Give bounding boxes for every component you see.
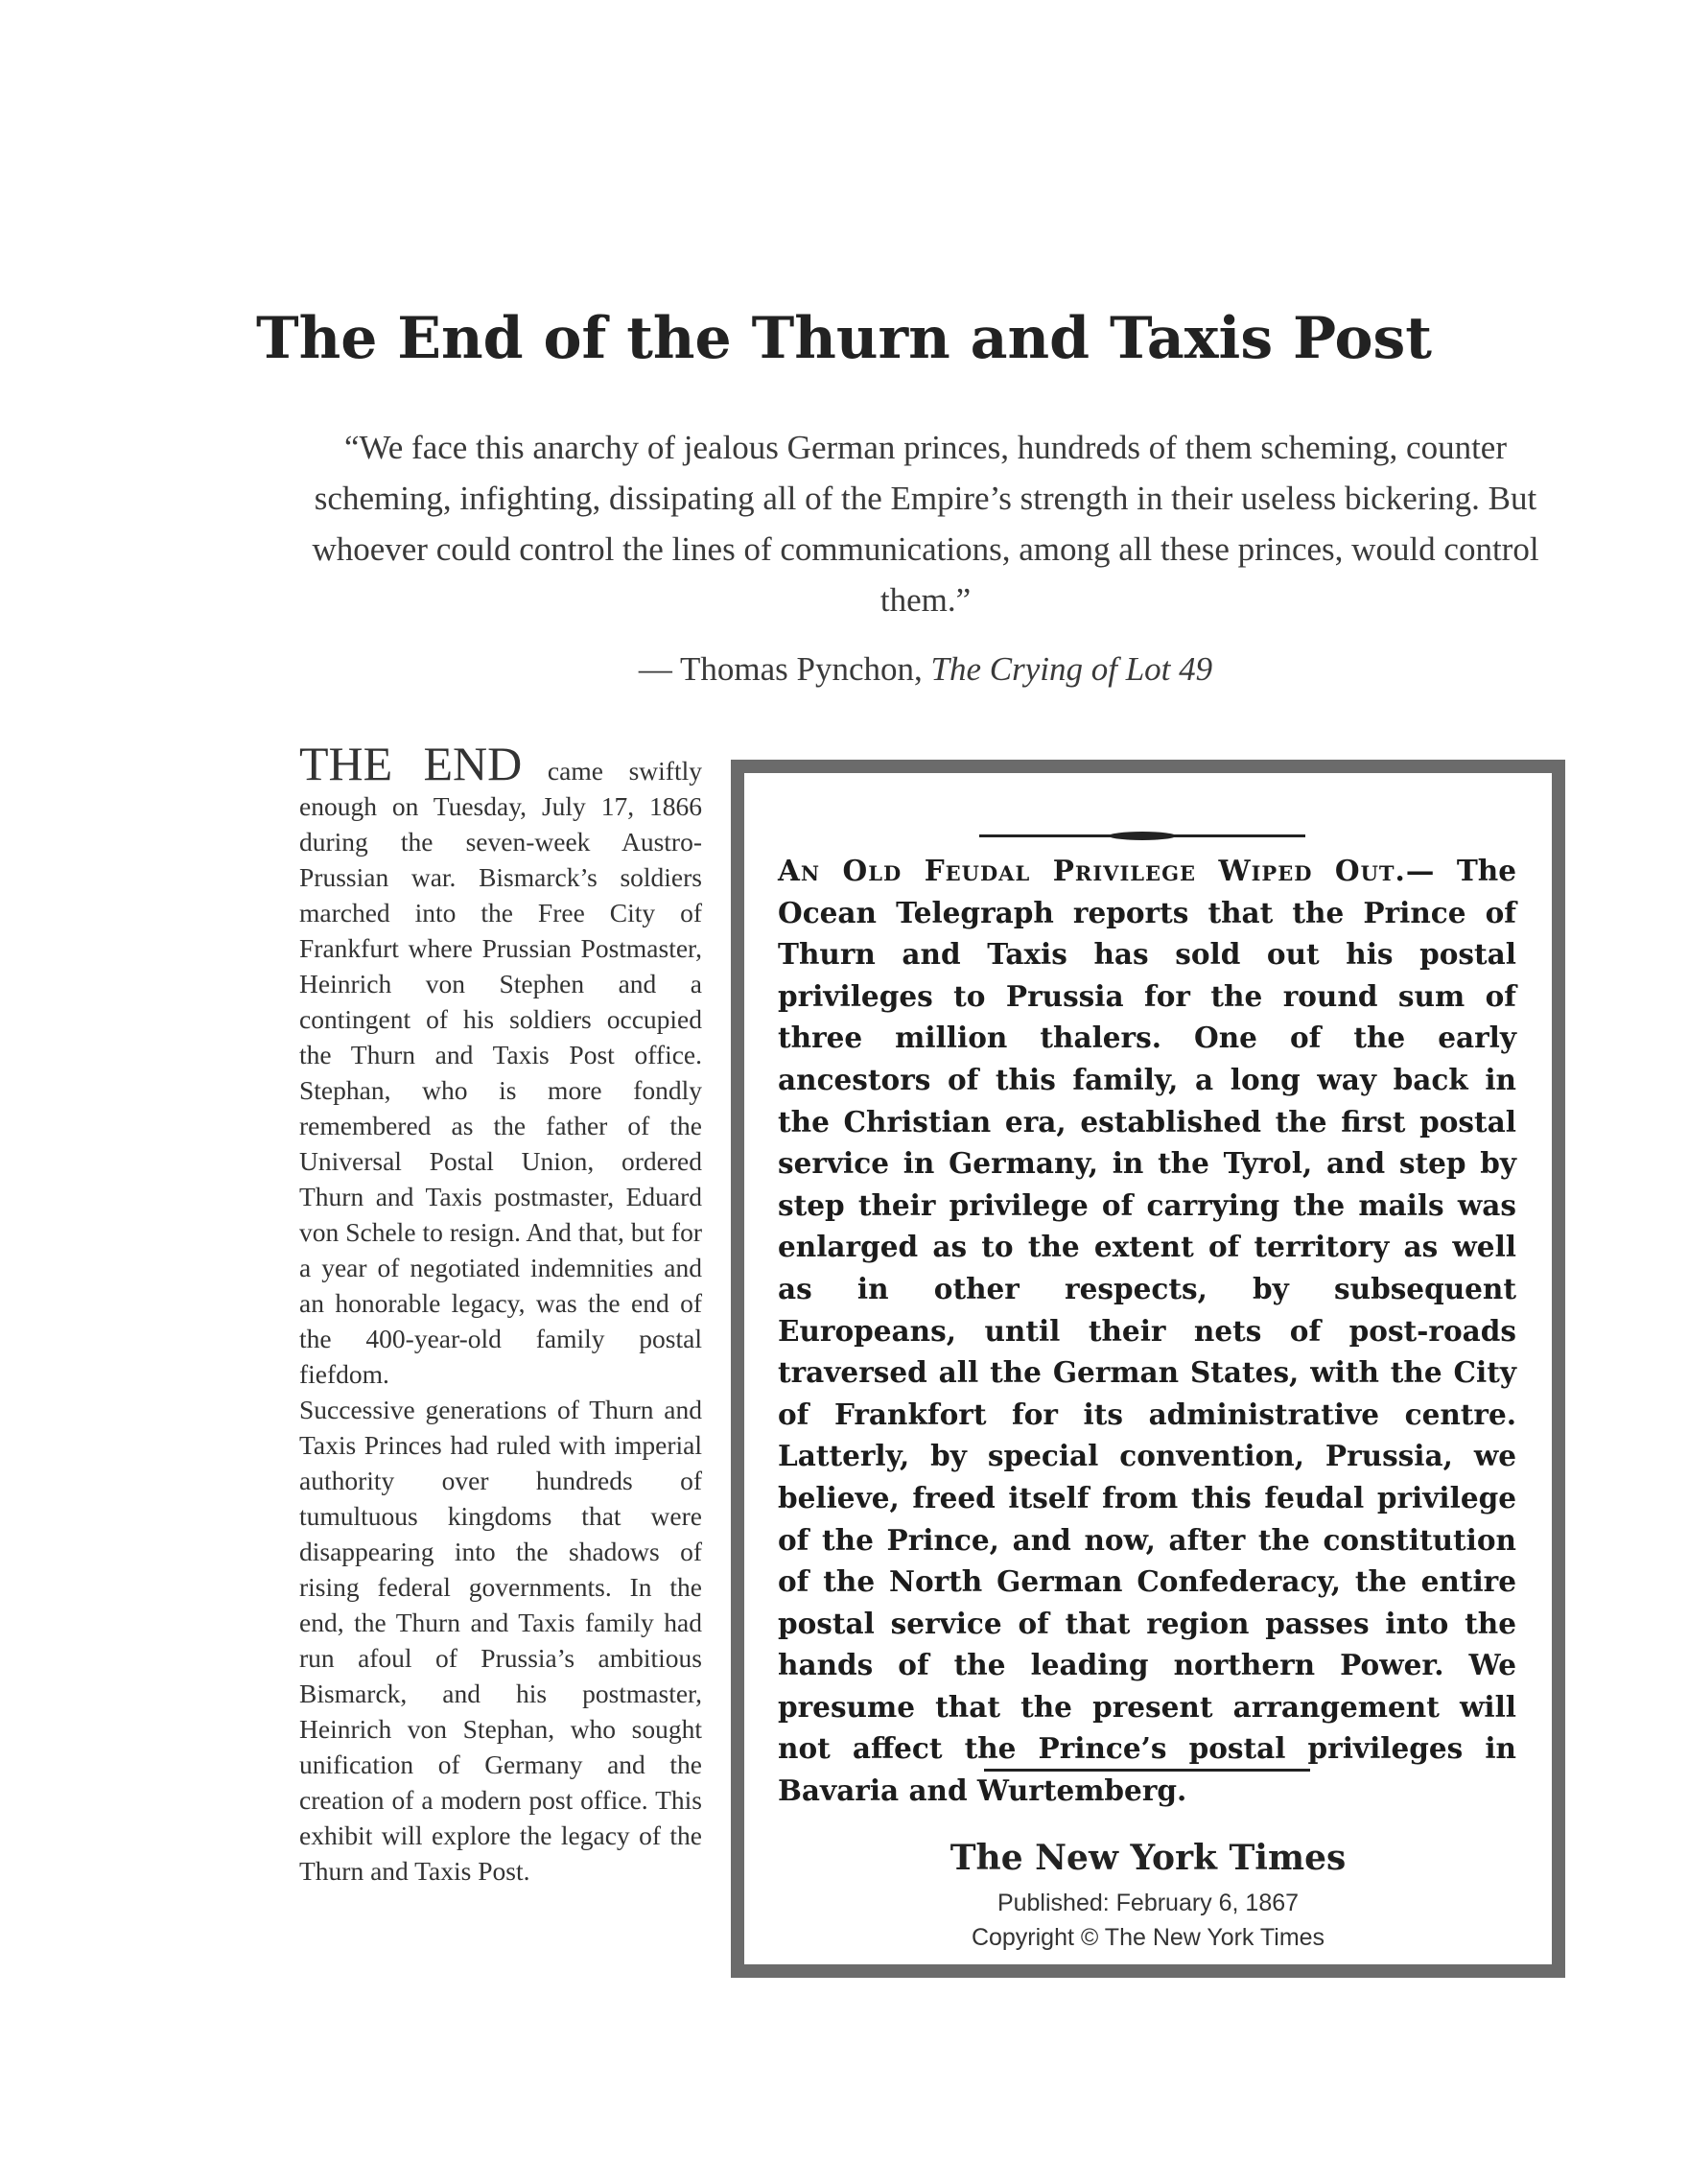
- body-text-column: [299, 737, 702, 1889]
- dropcap: THE END: [299, 737, 523, 790]
- page-title: The End of the Thurn and Taxis Post: [255, 305, 1433, 372]
- newspaper-clipping-frame: [731, 760, 1565, 1978]
- clipping-bottom-rule: [984, 1769, 1310, 1772]
- clipping-article: [778, 850, 1516, 1812]
- copyright-notice: Copyright © The New York Times: [971, 1924, 1325, 1951]
- body-paragraph-2: Successive generations of Thurn and Taxis Princes had ruled with imperial authority over hundreds of tumultuous kingdoms that were disappearing into the shadows of rising federal governments. In the end, the Thurn and Taxis family had run afoul of Prussia’s ambitious Bismarck, and his postmaster, Heinrich von Stephan, who sought unification of Germany and the creation of a modern post office. This exhibit will explore the legacy of the Thurn and Taxis Post.: [299, 1395, 702, 1886]
- epigraph-attribution: [278, 650, 1573, 689]
- attribution-work: The Crying of Lot 49: [930, 650, 1213, 688]
- nyt-logo: The New York Times: [950, 1838, 1347, 1878]
- body-paragraph-1: [299, 737, 702, 1392]
- clipping-text: The Ocean Telegraph reports that the Prince of Thurn and Taxis has sold out his postal privileges to Prussia for the round sum of three million thalers. One of the early ancestors of this family, a long way back in the Christian era, established the first postal service in Germany, in the Tyrol, and step by step their privilege of carrying the mails was enlarged as to the extent of territory as well as in other respects, by subsequent Europeans, until their nets of post-roads traversed all the German States, with the City of Frankfort for its administrative centre. Latterly, by special convention, Prussia, we believe, freed itself from this feudal privilege of the Prince, and now, after the constitution of the North German Confederacy, the entire postal service of that region passes into the hands of the leading northern Power. We presume that the present arrangement will not affect the Prince’s postal privileges in Bavaria and Wurtemberg.: [778, 854, 1516, 1808]
- published-date: Published: February 6, 1867: [996, 1890, 1300, 1916]
- attribution-author: — Thomas Pynchon,: [638, 650, 931, 688]
- clipping-top-rule: [979, 834, 1305, 837]
- clipping-headline: An Old Feudal Privilege Wiped Out.—: [778, 854, 1436, 887]
- epigraph-quote: “We face this anarchy of jealous German princes, hundreds of them scheming, counter scheming, infighting, dissipating all of the Empire’s strength in their useless bickering. But whoever could control the lines of communications, among all these princes, would control them.”: [312, 429, 1539, 619]
- body-paragraph-1-text: came swiftly enough on Tuesday, July 17, 1866 during the seven-week Austro-Prussian war. Bismarck’s soldiers marched into the Free City of Frankfurt where Prussian Postmaster, Heinrich von Stephen and a contingent of his soldiers occupied the Thurn and Taxis Post office. Stephan, who is more fondly remembered as the father of the Universal Postal Union, ordered Thurn and Taxis postmaster, Eduard von Schele to resign. And that, but for a year of negotiated indemnities and an honorable legacy, was the end of the 400-year-old family postal fiefdom.: [299, 756, 702, 1389]
